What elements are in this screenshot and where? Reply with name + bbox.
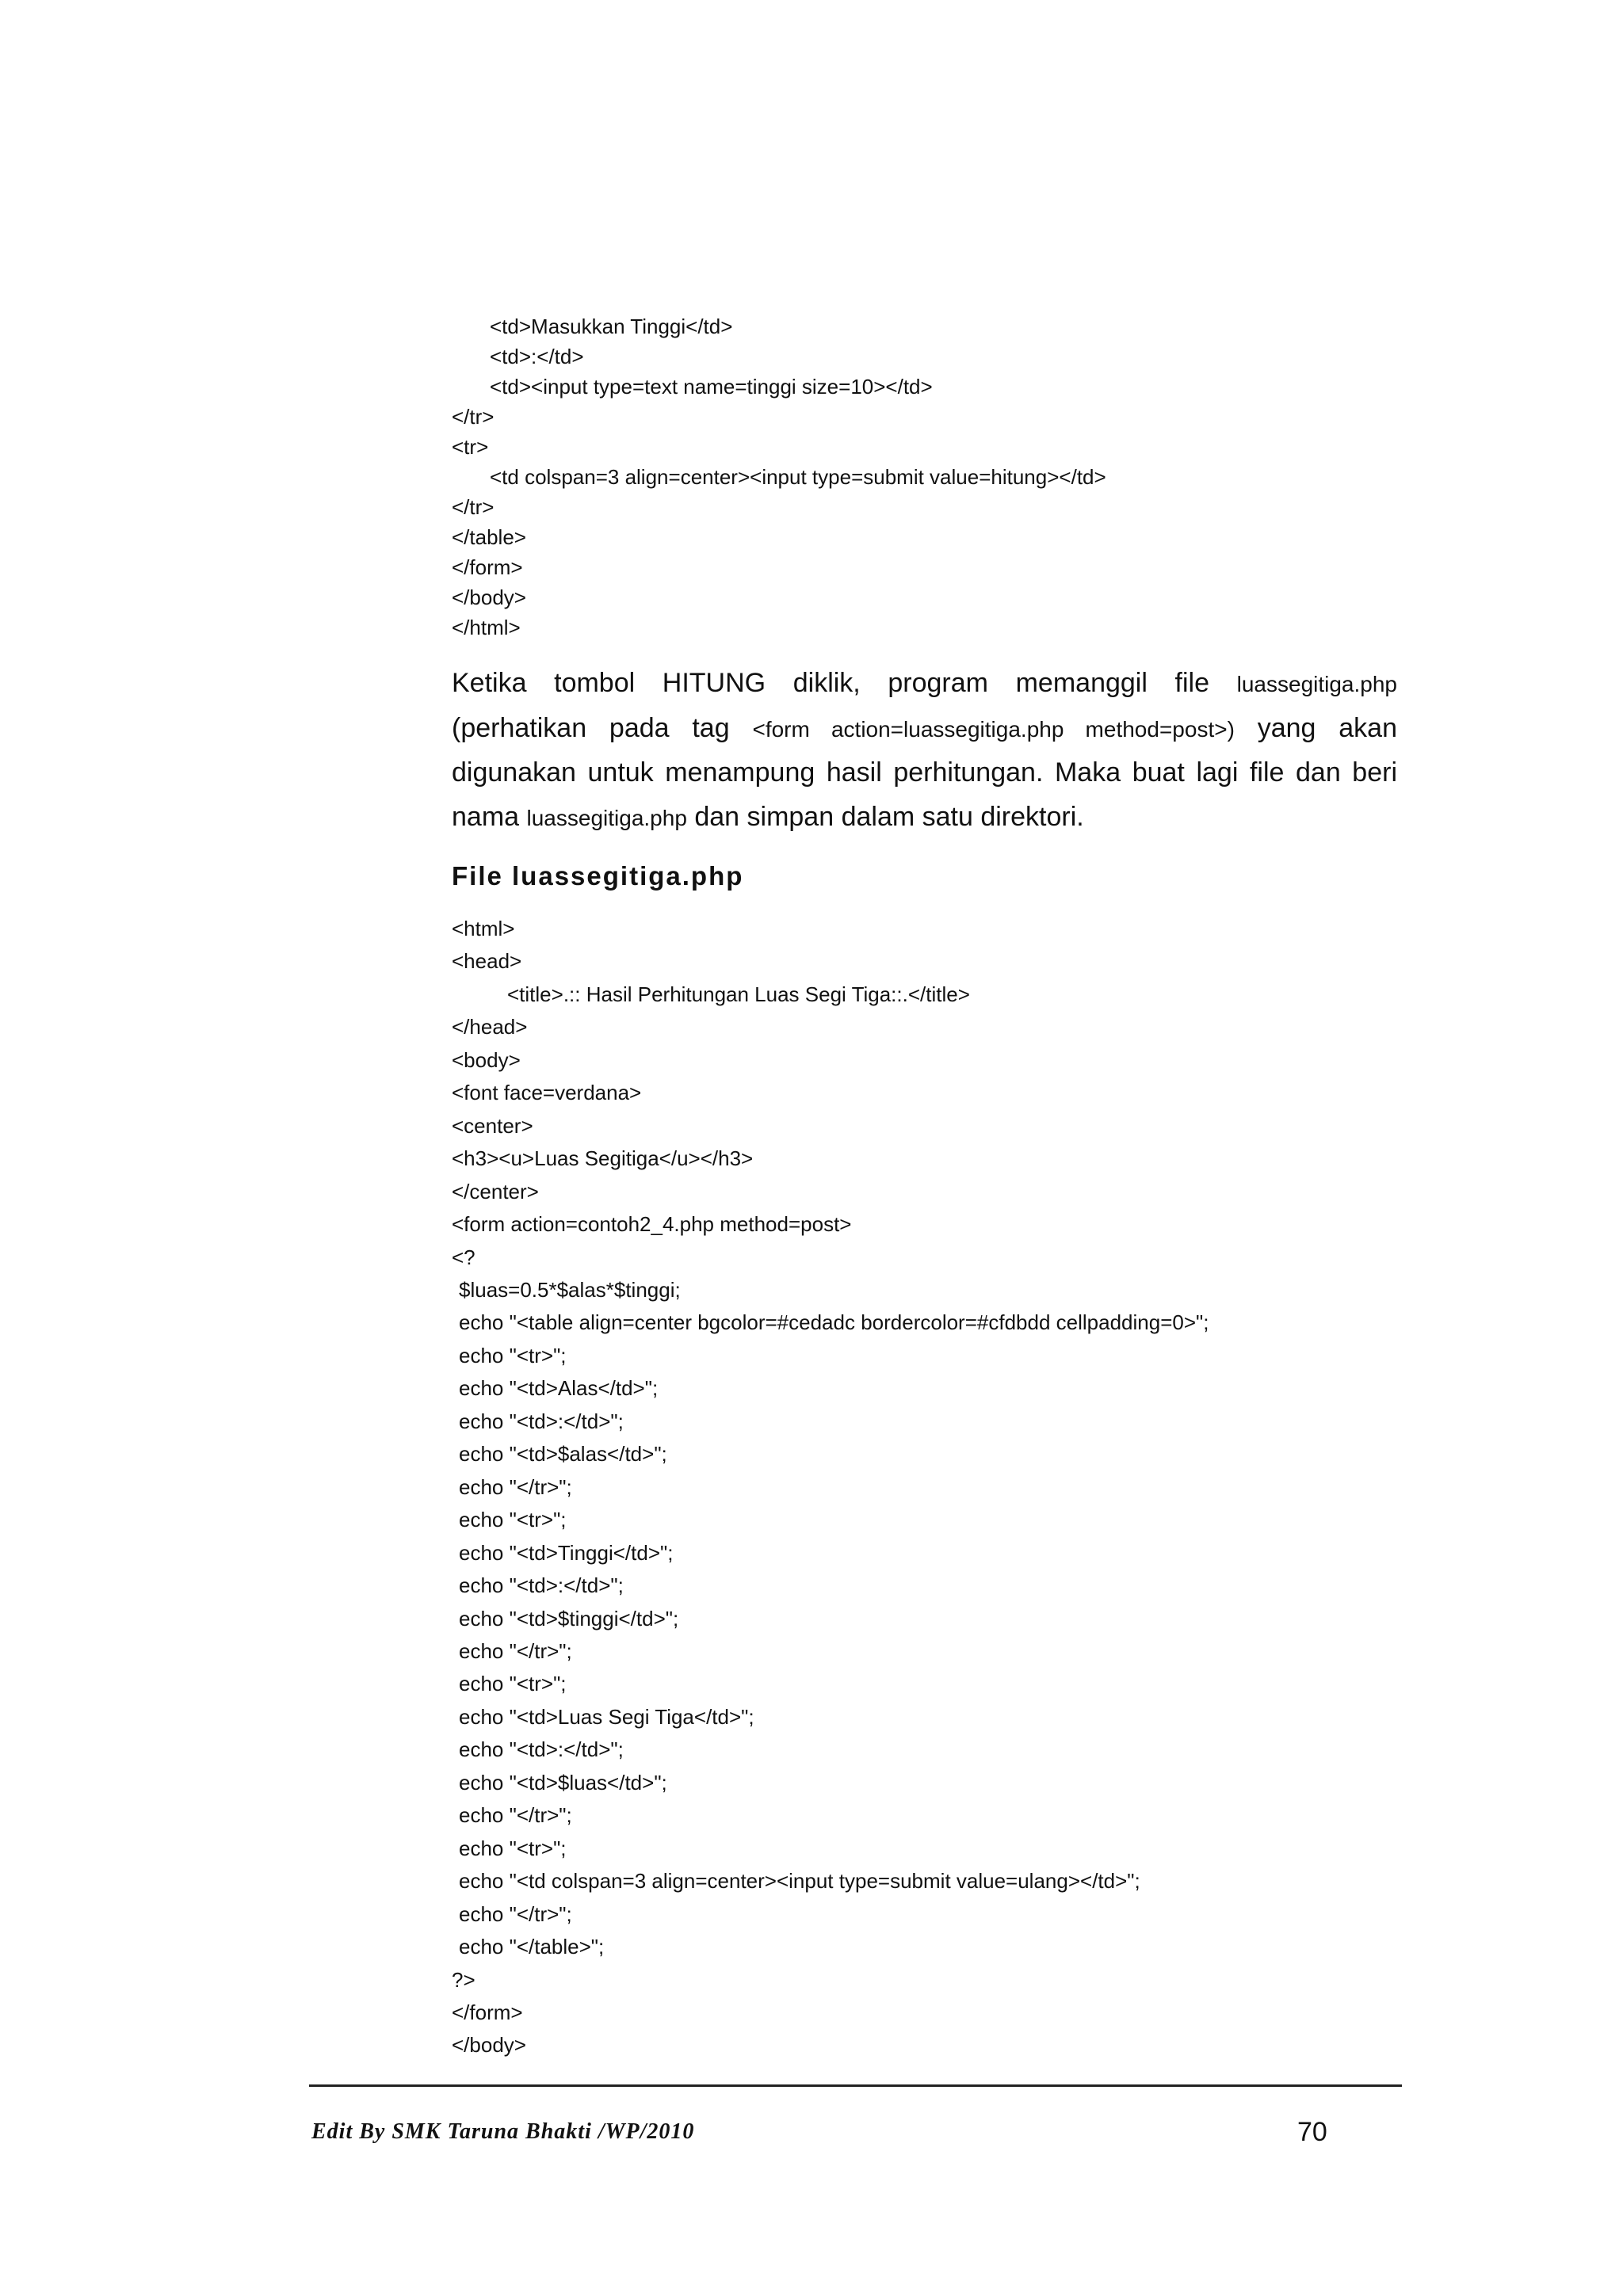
code-line: <h3><u>Luas Segitiga</u></h3> — [452, 1146, 754, 1171]
paragraph-line — [452, 662, 1397, 707]
code-line: echo "<td colspan=3 align=center><input type=submit value=ulang></td>"; — [459, 1869, 1140, 1894]
paragraph-text: digunakan untuk menampung hasil perhitungan. Maka buat lagi file dan beri — [452, 757, 1397, 788]
page-number: 70 — [1297, 2117, 1327, 2147]
code-line: <tr> — [452, 435, 489, 460]
code-line: </body> — [452, 585, 526, 610]
code-line: </tr> — [452, 495, 495, 520]
code-line: echo "</tr>"; — [459, 1474, 572, 1499]
code-line: <td>Masukkan Tinggi</td> — [490, 315, 733, 338]
code-line: echo "<tr>"; — [459, 1836, 567, 1860]
code-line: <body> — [452, 1047, 521, 1072]
code-line: </table> — [452, 525, 526, 550]
footer-credit: Edit By SMK Taruna Bhakti /WP/2010 — [311, 2119, 695, 2144]
code-line: echo "<td>Luas Segi Tiga</td>"; — [459, 1704, 754, 1729]
code-line: <td colspan=3 align=center><input type=submit value=hitung></td> — [490, 465, 1106, 490]
paragraph-text: (perhatikan pada tag — [452, 712, 730, 743]
code-line: echo "<td>$alas</td>"; — [459, 1442, 667, 1466]
code-line: echo "</table>"; — [459, 1935, 605, 1959]
code-line: echo "<tr>"; — [459, 1508, 567, 1532]
footer-rule — [309, 2084, 1402, 2087]
code-line: <form action=contoh2_4.php method=post> — [452, 1212, 852, 1237]
code-line: $luas=0.5*$alas*$tinggi; — [459, 1277, 681, 1302]
paragraph-text: yang akan — [1257, 712, 1398, 743]
code-line: </head> — [452, 1015, 528, 1039]
paragraph-text: dan simpan dalam satu direktori. — [694, 802, 1084, 833]
inline-code: luassegitiga.php — [1236, 672, 1397, 696]
code-line: </form> — [452, 555, 523, 580]
inline-code: luassegitiga.php — [526, 806, 687, 831]
paragraph-line — [452, 707, 1397, 752]
code-line: </center> — [452, 1179, 539, 1203]
code-line: echo "</tr>"; — [459, 1901, 572, 1926]
paragraph-line — [452, 795, 1397, 841]
code-line: <title>.:: Hasil Perhitungan Luas Segi Tiga::.</title> — [507, 982, 970, 1006]
code-line: ?> — [452, 1967, 475, 1992]
code-line: echo "<td>Tinggi</td>"; — [459, 1540, 674, 1565]
code-block-luassegitiga-php — [452, 913, 1482, 2062]
code-line: echo "<td>:</td>"; — [459, 1737, 624, 1762]
code-line: echo "</tr>"; — [459, 1803, 572, 1828]
code-line: echo "<tr>"; — [459, 1672, 567, 1696]
code-line: <center> — [452, 1113, 533, 1138]
paragraph-line — [452, 751, 1397, 795]
code-line: </html> — [452, 616, 521, 640]
body-paragraph — [452, 662, 1397, 841]
code-line: echo "<td>Alas</td>"; — [459, 1376, 659, 1401]
code-line: </body> — [452, 2033, 526, 2058]
code-line: echo "<td>$luas</td>"; — [459, 1770, 667, 1794]
code-line: echo "<table align=center bgcolor=#cedadc bordercolor=#cfdbdd cellpadding=0>"; — [459, 1310, 1209, 1335]
code-line: echo "<td>$tinggi</td>"; — [459, 1606, 679, 1630]
code-line: echo "<td>:</td>"; — [459, 1573, 624, 1598]
code-line: echo "<td>:</td>"; — [459, 1409, 624, 1433]
code-line: <td><input type=text name=tinggi size=10></td> — [490, 375, 933, 399]
section-heading: File luassegitiga.php — [452, 861, 744, 891]
paragraph-text: Ketika tombol HITUNG diklik, program memanggil file — [452, 668, 1209, 698]
code-line: echo "</tr>"; — [459, 1638, 572, 1663]
code-line: <html> — [452, 917, 515, 940]
code-line: <font face=verdana> — [452, 1081, 642, 1105]
code-line: <head> — [452, 949, 522, 974]
code-line: <td>:</td> — [490, 345, 584, 369]
paragraph-text: nama — [452, 802, 520, 833]
code-line: </tr> — [452, 405, 495, 429]
inline-code: <form action=luassegitiga.php method=post>) — [752, 716, 1235, 742]
code-line: echo "<tr>"; — [459, 1343, 567, 1367]
code-line: <? — [452, 1245, 475, 1269]
code-line: </form> — [452, 2000, 523, 2024]
code-block-form-html — [452, 311, 1482, 643]
